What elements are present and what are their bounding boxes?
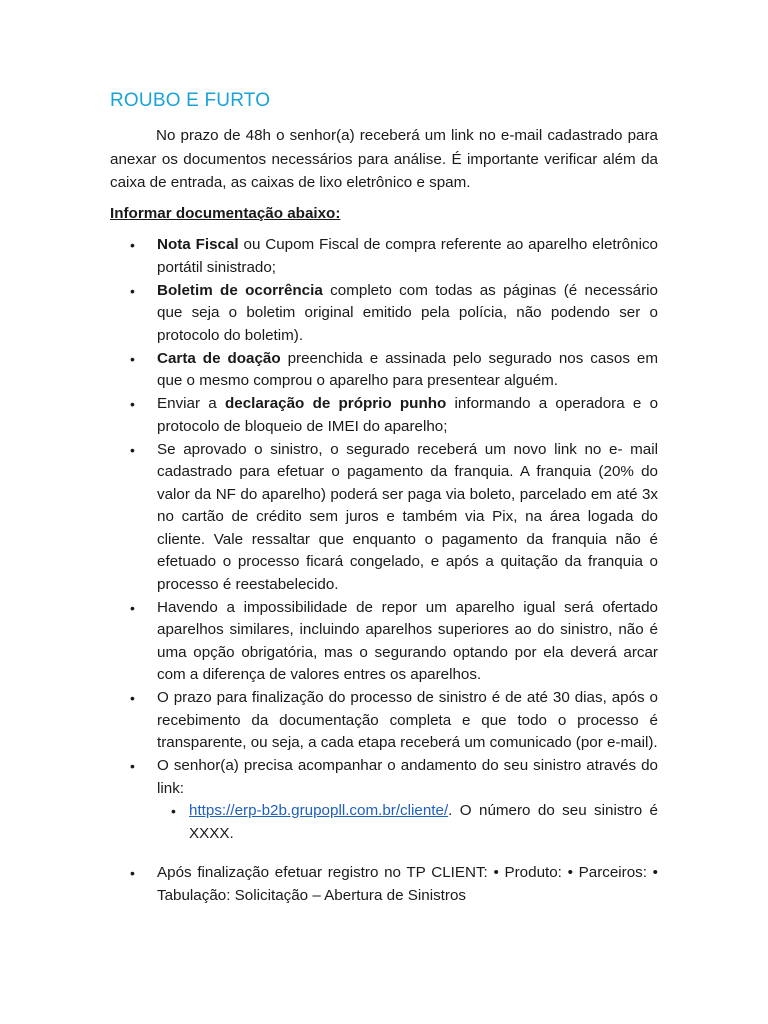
list-item <box>110 687 658 755</box>
sub-bullet-icon: • <box>171 803 176 819</box>
list-item <box>110 439 658 597</box>
list-item <box>110 234 658 279</box>
bullet-icon: • <box>130 396 135 412</box>
client-portal-link[interactable]: https://erp-b2b.grupopll.com.br/cliente/ <box>189 802 449 819</box>
list-item <box>110 597 658 687</box>
item-bold-label: declaração de próprio punho <box>224 395 447 412</box>
item-text: O prazo para finalização do processo de sinistro é de até 30 dias, após o recebimento da documentação completa e que todo o processo é transparente, ou seja, a cada etapa receberá um comunicado (por e-mail). <box>157 689 658 751</box>
bullet-icon: • <box>130 865 135 881</box>
item-text: preenchida e assinada pelo segurado nos casos em que o mesmo comprou o aparelho para presentear alguém. <box>157 349 658 389</box>
section-heading: Informar documentação abaixo: <box>110 205 341 222</box>
item-text: Havendo a impossibilidade de repor um aparelho igual será ofertado aparelhos similares, incluindo aparelhos superiores ao do sinistro, não é uma opção obrigatória, mas o segurando optando por ela deverá arcar com a diferença de valores entres os aparelhos. <box>157 598 658 683</box>
list-item <box>110 862 658 907</box>
item-text: informando a operadora e o protocolo de bloqueio de IMEI do aparelho; <box>157 395 659 435</box>
item-text: Se aprovado o sinistro, o segurado receberá um novo link no e- mail cadastrado para efetuar o pagamento da franquia. A franquia (20% do valor da NF do aparelho) poderá ser paga via boleto, parcelado em até 3x no cartão de crédito sem juros e também via Pix, na área logada do cliente. Vale ressaltar que enquanto o pagamento da franquia não é efetuado o processo ficará congelado, e após a quitação da franquia o processo é reestabelecido. <box>157 440 658 593</box>
list-item <box>110 393 658 438</box>
list-item <box>110 348 658 393</box>
intro-paragraph: No prazo de 48h o senhor(a) receberá um link no e-mail cadastrado para anexar os documentos necessários para análise. É importante verificar além da caixa de entrada, as caixas de lixo eletrônico e spam. <box>110 127 658 191</box>
bullet-icon: • <box>130 441 135 458</box>
item-text: Após finalização efetuar registro no TP CLIENT: • Produto: • Parceiros: • Tabulação: Solicitação – Abertura de Sinistros <box>157 864 658 904</box>
bullet-icon: • <box>130 282 135 299</box>
bullet-icon: • <box>130 237 135 253</box>
item-text: completo com todas as páginas (é necessário que seja o boletim original emitido pela polícia, não podendo ser o protocolo do boletim). <box>157 281 659 344</box>
list-item <box>110 280 658 348</box>
bullet-icon: • <box>130 690 135 706</box>
list-item <box>110 755 658 845</box>
sub-list-item <box>157 800 658 845</box>
page-title: ROUBO E FURTO <box>110 90 271 111</box>
item-bold-label: Boletim de ocorrência <box>157 281 323 299</box>
item-text: ou Cupom Fiscal de compra referente ao aparelho eletrônico portátil sinistrado; <box>157 236 658 276</box>
item-text: O senhor(a) precisa acompanhar o andamento do seu sinistro através do link: <box>157 757 658 797</box>
item-prefix: Enviar a <box>157 395 225 412</box>
bullet-icon: • <box>130 350 135 367</box>
bullet-icon: • <box>130 599 135 616</box>
item-bold-label: Nota Fiscal <box>157 236 239 253</box>
documentation-list <box>110 234 658 908</box>
item-bold-label: Carta de doação <box>157 349 281 367</box>
bullet-icon: • <box>130 758 135 774</box>
sub-item-text: . O número do seu sinistro é XXXX. <box>189 802 658 842</box>
